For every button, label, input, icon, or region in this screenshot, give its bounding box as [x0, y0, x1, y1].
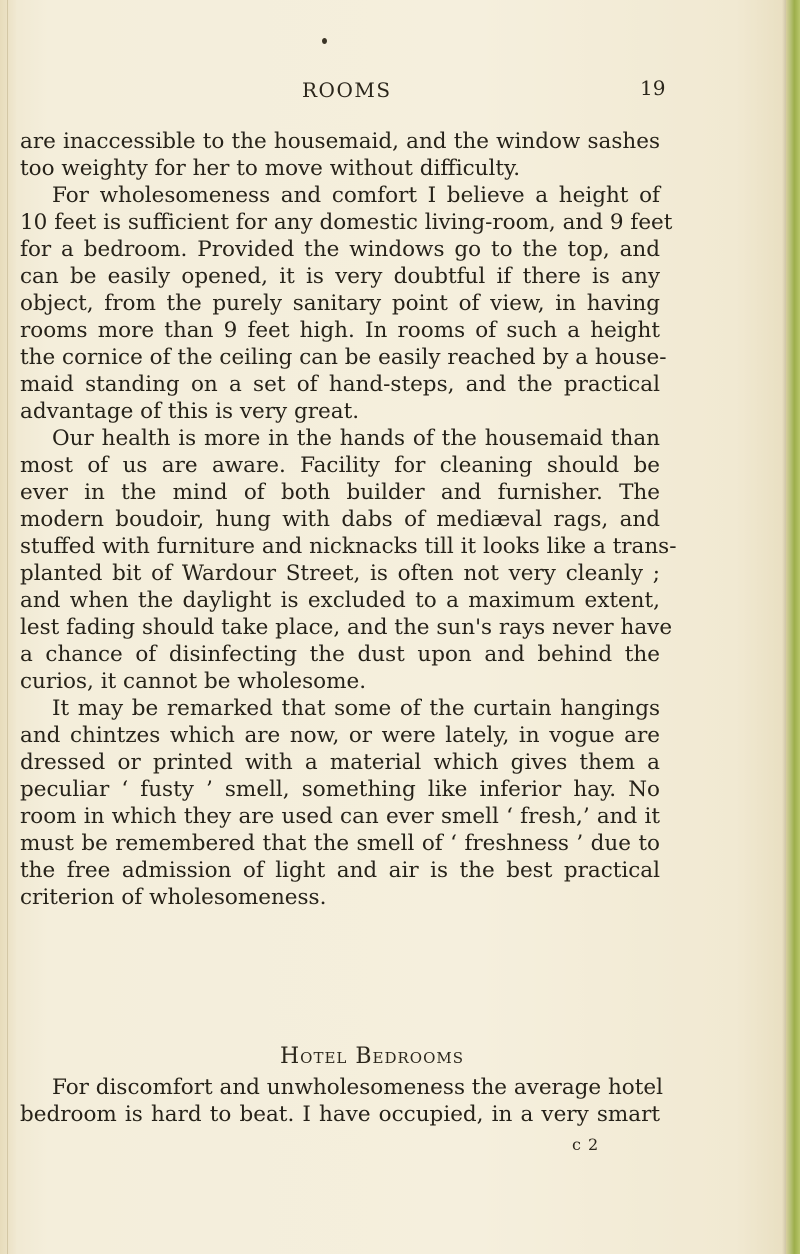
text-line: can be easily opened, it is very doubtful if there is any — [20, 264, 660, 289]
section-heading — [0, 1044, 800, 1069]
text-line: dressed or printed with a material which gives them a — [20, 750, 660, 775]
text-line: too weighty for her to move without difficulty. — [20, 156, 521, 181]
text-line: rooms more than 9 feet high. In rooms of such a height — [20, 318, 660, 343]
text-line: It may be remarked that some of the curtain hangings — [52, 696, 660, 721]
text-line: criterion of wholesomeness. — [20, 885, 327, 910]
text-line: planted bit of Wardour Street, is often not very cleanly ; — [20, 561, 660, 586]
text-line: curios, it cannot be wholesome. — [20, 669, 367, 694]
text-line: a chance of disinfecting the dust upon and behind the — [20, 642, 660, 667]
text-line: stuffed with furniture and nicknacks till it looks like a trans- — [20, 534, 677, 559]
text-line: are inaccessible to the housemaid, and the window sashes — [20, 129, 660, 154]
text-line: peculiar ‘ fusty ’ smell, something like inferior hay. No — [20, 777, 660, 802]
text-line: the free admission of light and air is the best practical — [20, 858, 660, 883]
text-line: and chintzes which are now, or were lately, in vogue are — [20, 723, 660, 748]
text-line: most of us are aware. Facility for cleaning should be — [20, 453, 660, 478]
signature-mark: c 2 — [572, 1135, 600, 1154]
text-line: 10 feet is sufficient for any domestic living-room, and 9 feet — [20, 210, 673, 235]
text-line: the cornice of the ceiling can be easily reached by a house- — [20, 345, 667, 370]
text-line: maid standing on a set of hand-steps, and the practical — [20, 372, 660, 397]
text-line: Our health is more in the hands of the housemaid than — [52, 426, 660, 451]
text-line: For discomfort and unwholesomeness the average hotel — [52, 1075, 663, 1100]
section-heading-text: Hotel Bedrooms — [279, 1044, 465, 1069]
text-line: for a bedroom. Provided the windows go to the top, and — [20, 237, 660, 262]
text-line: ever in the mind of both builder and furnisher. The — [20, 480, 660, 505]
text-line: must be remembered that the smell of ‘ freshness ’ due to — [20, 831, 660, 856]
text-line: and when the daylight is excluded to a maximum extent, — [20, 588, 660, 613]
text-line: room in which they are used can ever smell ‘ fresh,’ and it — [20, 804, 660, 829]
running-head — [0, 78, 800, 108]
text-line: bedroom is hard to beat. I have occupied, in a very smart — [20, 1102, 660, 1127]
text-line: For wholesomeness and comfort I believe a height of — [52, 183, 660, 208]
text-line: advantage of this is very great. — [20, 399, 360, 424]
text-line: modern boudoir, hung with dabs of mediæval rags, and — [20, 507, 660, 532]
text-line: lest fading should take place, and the sun's rays never have — [20, 615, 673, 640]
running-head-title: ROOMS — [302, 78, 392, 102]
ink-speck — [322, 38, 327, 44]
page-number: 19 — [640, 76, 666, 100]
text-line: object, from the purely sanitary point of view, in having — [20, 291, 660, 316]
